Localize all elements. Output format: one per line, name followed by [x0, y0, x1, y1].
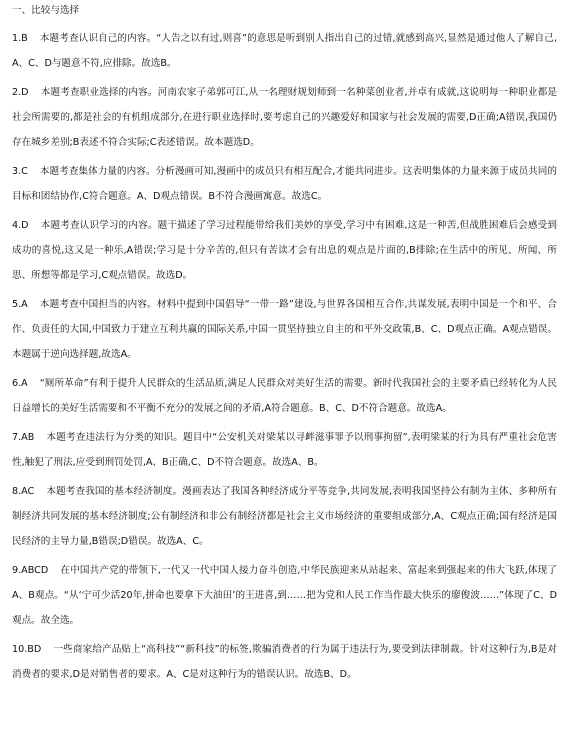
answer-item [12, 637, 557, 687]
answer-item [12, 213, 557, 288]
answer-item [12, 371, 557, 421]
answer-explanation: 本题考查职业选择的内容。河南农家子弟郭可江,从一名理财规划师到一名种菜创业者,并卓有成就,这说明每一种职业都是社会所需要的,都是社会的有机组成部分,在进行职业选择时,要考虑自己的兴趣爱好和国家与社会发展的需要,D正确;A错误,我国仍存在城乡差别;B表述不符合实际;C表述错误。故本题选D。 [12, 87, 557, 148]
answer-explanation: 本题考查认识学习的内容。题干描述了学习过程能带给我们美妙的享受,学习中有困难,这是一种苦,但战胜困难后会感受到成功的喜悦,这又是一种乐,A错误;学习是十分辛苦的,但只有苦读才会有出息的观点是片面的,B排除;在生活中的所见、所闻、所思、所想等都是学习,C观点错误。故选D。 [12, 220, 557, 281]
answer-number: 6.A [12, 378, 28, 389]
section-title: 一、比较与选择 [12, 5, 80, 16]
answer-number: 10.BD [12, 644, 42, 655]
answer-explanation: 本题考查认识自己的内容。“人告之以有过,则喜”的意思是听到别人指出自己的过错,就感到高兴,显然是通过他人了解自己,A、C、D与题意不符,应排除。故选B。 [12, 33, 557, 69]
answer-item [12, 80, 557, 155]
answer-number: 7.AB [12, 432, 35, 443]
answer-explanation: 本题考查集体力量的内容。分析漫画可知,漫画中的成员只有相互配合,才能共同进步。这表明集体的力量来源于成员共同的目标和团结协作,C符合题意。A、D观点错误。B不符合漫画寓意。故选C。 [12, 166, 557, 202]
answer-number: 1.B [12, 33, 28, 44]
answer-item [12, 159, 557, 209]
answer-number: 4.D [12, 220, 29, 231]
answer-number: 8.AC [12, 486, 35, 497]
answer-item [12, 558, 557, 633]
answer-document [12, 0, 557, 687]
answer-explanation: 在中国共产党的带领下,一代又一代中国人接力奋斗创造,中华民族迎来从站起来、富起来到强起来的伟大飞跃,体现了A、B观点。“从‘宁可少活20年,拼命也要拿下大油田’的王进喜,到……把为党和人民工作当作最大快乐的廖俊波……”体现了C、D观点。故全选。 [12, 565, 557, 626]
answer-explanation: 一些商家给产品贴上“高科技”“新科技”的标签,欺骗消费者的行为属于违法行为,要受到法律制裁。针对这种行为,B是对消费者的要求,D是对销售者的要求。A、C是对这种行为的错误认识。故选B、D。 [12, 644, 557, 680]
answer-explanation: 本题考查我国的基本经济制度。漫画表达了我国各种经济成分平等竞争,共同发展,表明我国坚持公有制为主体、多种所有制经济共同发展的基本经济制度;公有制经济和非公有制经济都是社会主义市场经济的重要组成部分,A、C观点正确;国有经济是国民经济的主导力量,B错误;D错误。故选A、C。 [12, 486, 557, 547]
answer-item [12, 292, 557, 367]
answer-item [12, 425, 557, 475]
answer-number: 9.ABCD [12, 565, 49, 576]
answer-item [12, 479, 557, 554]
answer-explanation: “厕所革命”有利于提升人民群众的生活品质,满足人民群众对美好生活的需要。新时代我国社会的主要矛盾已经转化为人民日益增长的美好生活需要和不平衡不充分的发展之间的矛盾,A符合题意。B、C、D不符合题意。故选A。 [12, 378, 557, 414]
answer-explanation: 本题考查中国担当的内容。材料中提到中国倡导“一带一路”建设,与世界各国相互合作,共谋发展,表明中国是一个和平、合作、负责任的大国,中国致力于建立互利共赢的国际关系,中国一贯坚持独立自主的和平外交政策,B、C、D观点正确。A观点错误。本题属于逆向选择题,故选A。 [12, 299, 557, 360]
answer-explanation: 本题考查违法行为分类的知识。题目中“公安机关对梁某以寻衅滋事罪予以刑事拘留”,表明梁某的行为具有严重社会危害性,触犯了刑法,应受到刑罚处罚,A、B正确,C、D不符合题意。故选A、B。 [12, 432, 557, 468]
answer-number: 5.A [12, 299, 28, 310]
answer-number: 3.C [12, 166, 28, 177]
answer-item [12, 26, 557, 76]
answer-list [12, 26, 557, 687]
answer-number: 2.D [12, 87, 29, 98]
